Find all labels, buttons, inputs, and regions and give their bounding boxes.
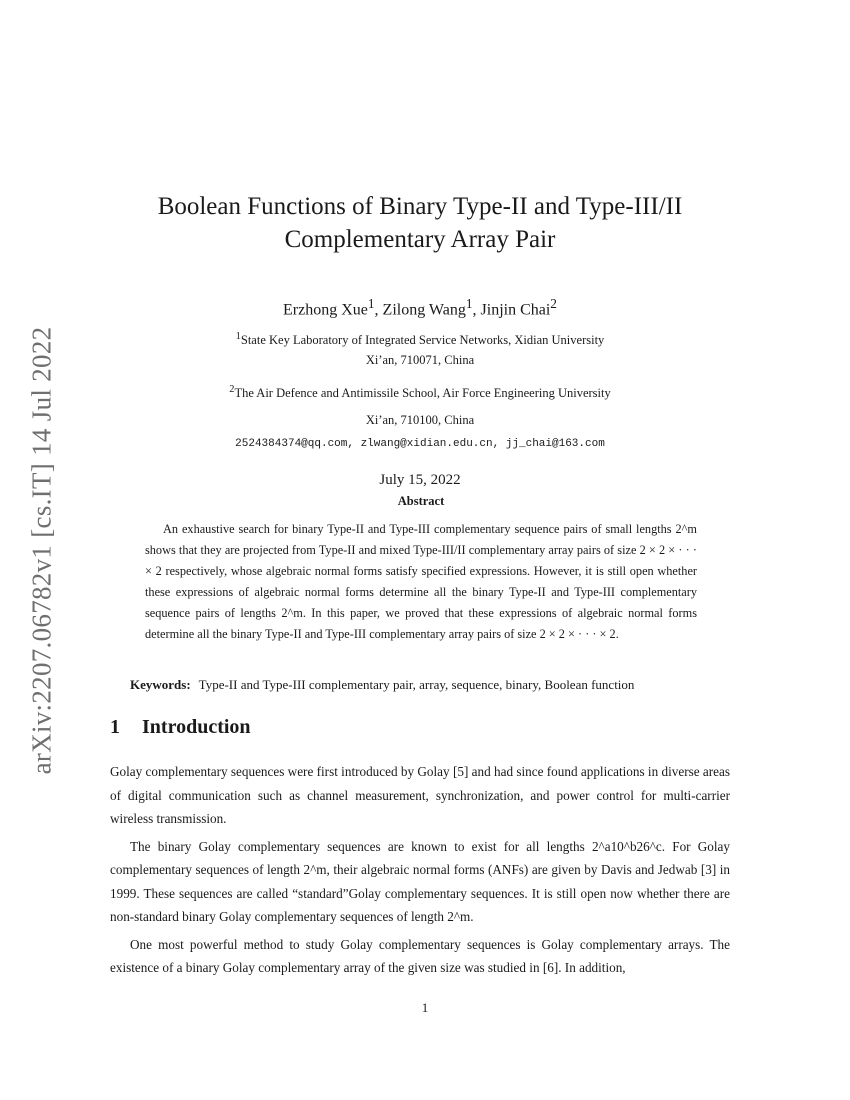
- author-name: Zilong Wang: [382, 301, 466, 319]
- arxiv-identifier: arXiv:2207.06782v1 [cs.IT] 14 Jul 2022: [26, 326, 57, 774]
- keywords-label: Keywords:: [130, 677, 191, 692]
- keywords: [130, 677, 750, 693]
- author-affil-mark: 1: [367, 296, 375, 311]
- affiliation-mark: 1: [235, 331, 241, 343]
- title-line-1: Boolean Functions of Binary Type-II and Type-III/II: [157, 193, 683, 220]
- keywords-text: Type-II and Type-III complementary pair, array, sequence, binary, Boolean function: [198, 677, 635, 692]
- abstract: [145, 494, 697, 645]
- affiliation-city: Xi’an, 710100, China: [365, 412, 475, 427]
- page-number: 1: [421, 1000, 429, 1015]
- author-affil-mark: 1: [465, 296, 473, 311]
- paper-title: [110, 190, 730, 256]
- author-name: Jinjin Chai: [480, 301, 551, 319]
- author-name: Erzhong Xue: [283, 301, 368, 319]
- arxiv-sidebar-stamp: [18, 320, 66, 780]
- introduction-body: [110, 760, 730, 984]
- abstract-heading: Abstract: [397, 494, 445, 508]
- section-number: 1: [110, 716, 120, 738]
- affiliation-1: [110, 327, 730, 370]
- affiliation-mark: 2: [229, 384, 235, 396]
- paper-header: [110, 190, 730, 489]
- affiliation-2-city: [110, 410, 730, 430]
- affiliation-institution: State Key Laboratory of Integrated Service Networks, Xidian University: [240, 333, 605, 348]
- abstract-text: An exhaustive search for binary Type-II and Type-III complementary sequence pairs of small lengths 2^m shows that they are projected from Type-II and mixed Type-III/II complementary array pairs of size 2 × 2 × · · · × 2 respectively, whose algebraic normal forms satisfy specified expressions. However, it is still open whether these expressions of algebraic normal forms determine all the binary Type-II and Type-III complementary sequence pairs of lengths 2^m. In this paper, we proved that these expressions of algebraic normal forms determine all the binary Type-II and Type-III complementary array pairs of size 2 × 2 × · · · × 2.: [145, 522, 697, 641]
- author-emails: 2524384374@qq.com, zlwang@xidian.edu.cn, jj_chai@163.com: [235, 437, 605, 450]
- affiliation-city: Xi’an, 710071, China: [365, 353, 475, 368]
- section-title: Introduction: [142, 716, 251, 738]
- title-line-2: Complementary Array Pair: [284, 226, 556, 253]
- body-paragraph: One most powerful method to study Golay complementary sequences is Golay complementary arrays. The existence of a binary Golay complementary array of the given size was studied in [6]. In addition,: [110, 936, 730, 975]
- body-paragraph: Golay complementary sequences were first introduced by Golay [5] and had since found applications in diverse areas of digital communication such as channel measurement, synchronization, and power control for multi-carrier wireless transmission.: [110, 764, 730, 826]
- body-paragraph: The binary Golay complementary sequences are known to exist for all lengths 2^a10^b26^c. For Golay complementary sequences of length 2^m, their algebraic normal forms (ANFs) are given by Davis and Jedwab [3] in 1999. These sequences are called “standard”Golay complementary sequences. It is still open now whether there are non-standard binary Golay complementary sequences of length 2^m.: [110, 838, 730, 924]
- affiliation-institution: The Air Defence and Antimissile School, Air Force Engineering University: [234, 386, 611, 401]
- affiliation-2: [110, 380, 730, 403]
- author-list: Erzhong Xue$^1$, Zilong Wang$^1$, Jinjin Chai$^2$: [283, 296, 557, 319]
- paper-date: July 15, 2022: [379, 471, 461, 488]
- section-heading-introduction: [110, 716, 251, 739]
- author-affil-mark: 2: [550, 296, 557, 311]
